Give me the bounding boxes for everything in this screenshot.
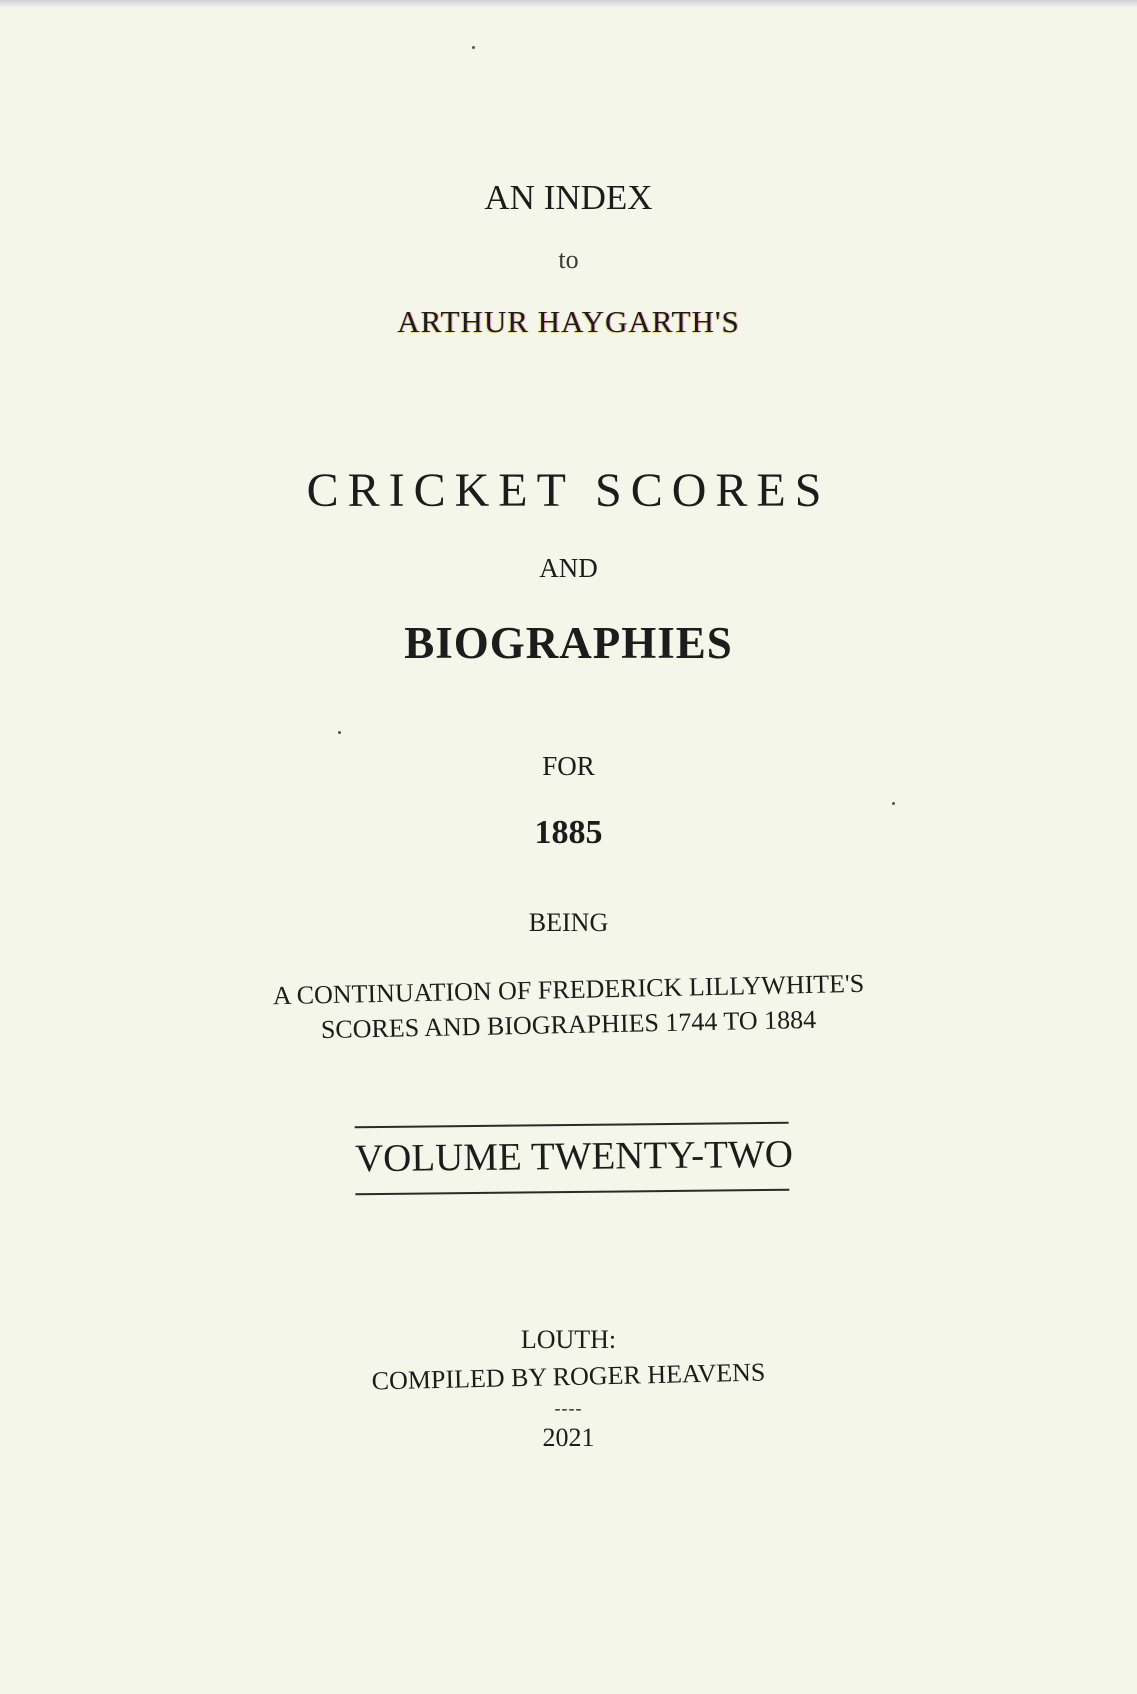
continuation-line-1: A CONTINUATION OF FREDERICK LILLYWHITE'S — [272, 968, 865, 1011]
connector-to: to — [558, 245, 579, 274]
imprint-compiler: COMPILED BY ROGER HEAVENS — [371, 1357, 766, 1396]
secondary-title: BIOGRAPHIES — [404, 618, 733, 668]
volume-label: VOLUME TWENTY-TWO — [354, 1132, 794, 1181]
imprint-separator: ---- — [554, 1398, 583, 1418]
connector-for: FOR — [542, 751, 595, 781]
season-year: 1885 — [534, 814, 603, 851]
imprint-place: LOUTH: — [520, 1325, 617, 1354]
connector-being: BEING — [528, 908, 609, 937]
paper-speck — [892, 802, 895, 805]
author-name: ARTHUR HAYGARTH'S — [397, 304, 740, 339]
page-top-edge — [0, 0, 1137, 8]
paper-speck — [338, 731, 341, 734]
connector-and: AND — [539, 553, 598, 583]
main-title: CRICKET SCORES — [306, 464, 831, 517]
paper-speck — [472, 46, 475, 49]
continuation-line-2: SCORES AND BIOGRAPHIES 1744 TO 1884 — [320, 1004, 817, 1045]
imprint-year: 2021 — [542, 1423, 595, 1452]
index-heading: AN INDEX — [484, 178, 653, 217]
volume-block — [354, 1122, 794, 1196]
